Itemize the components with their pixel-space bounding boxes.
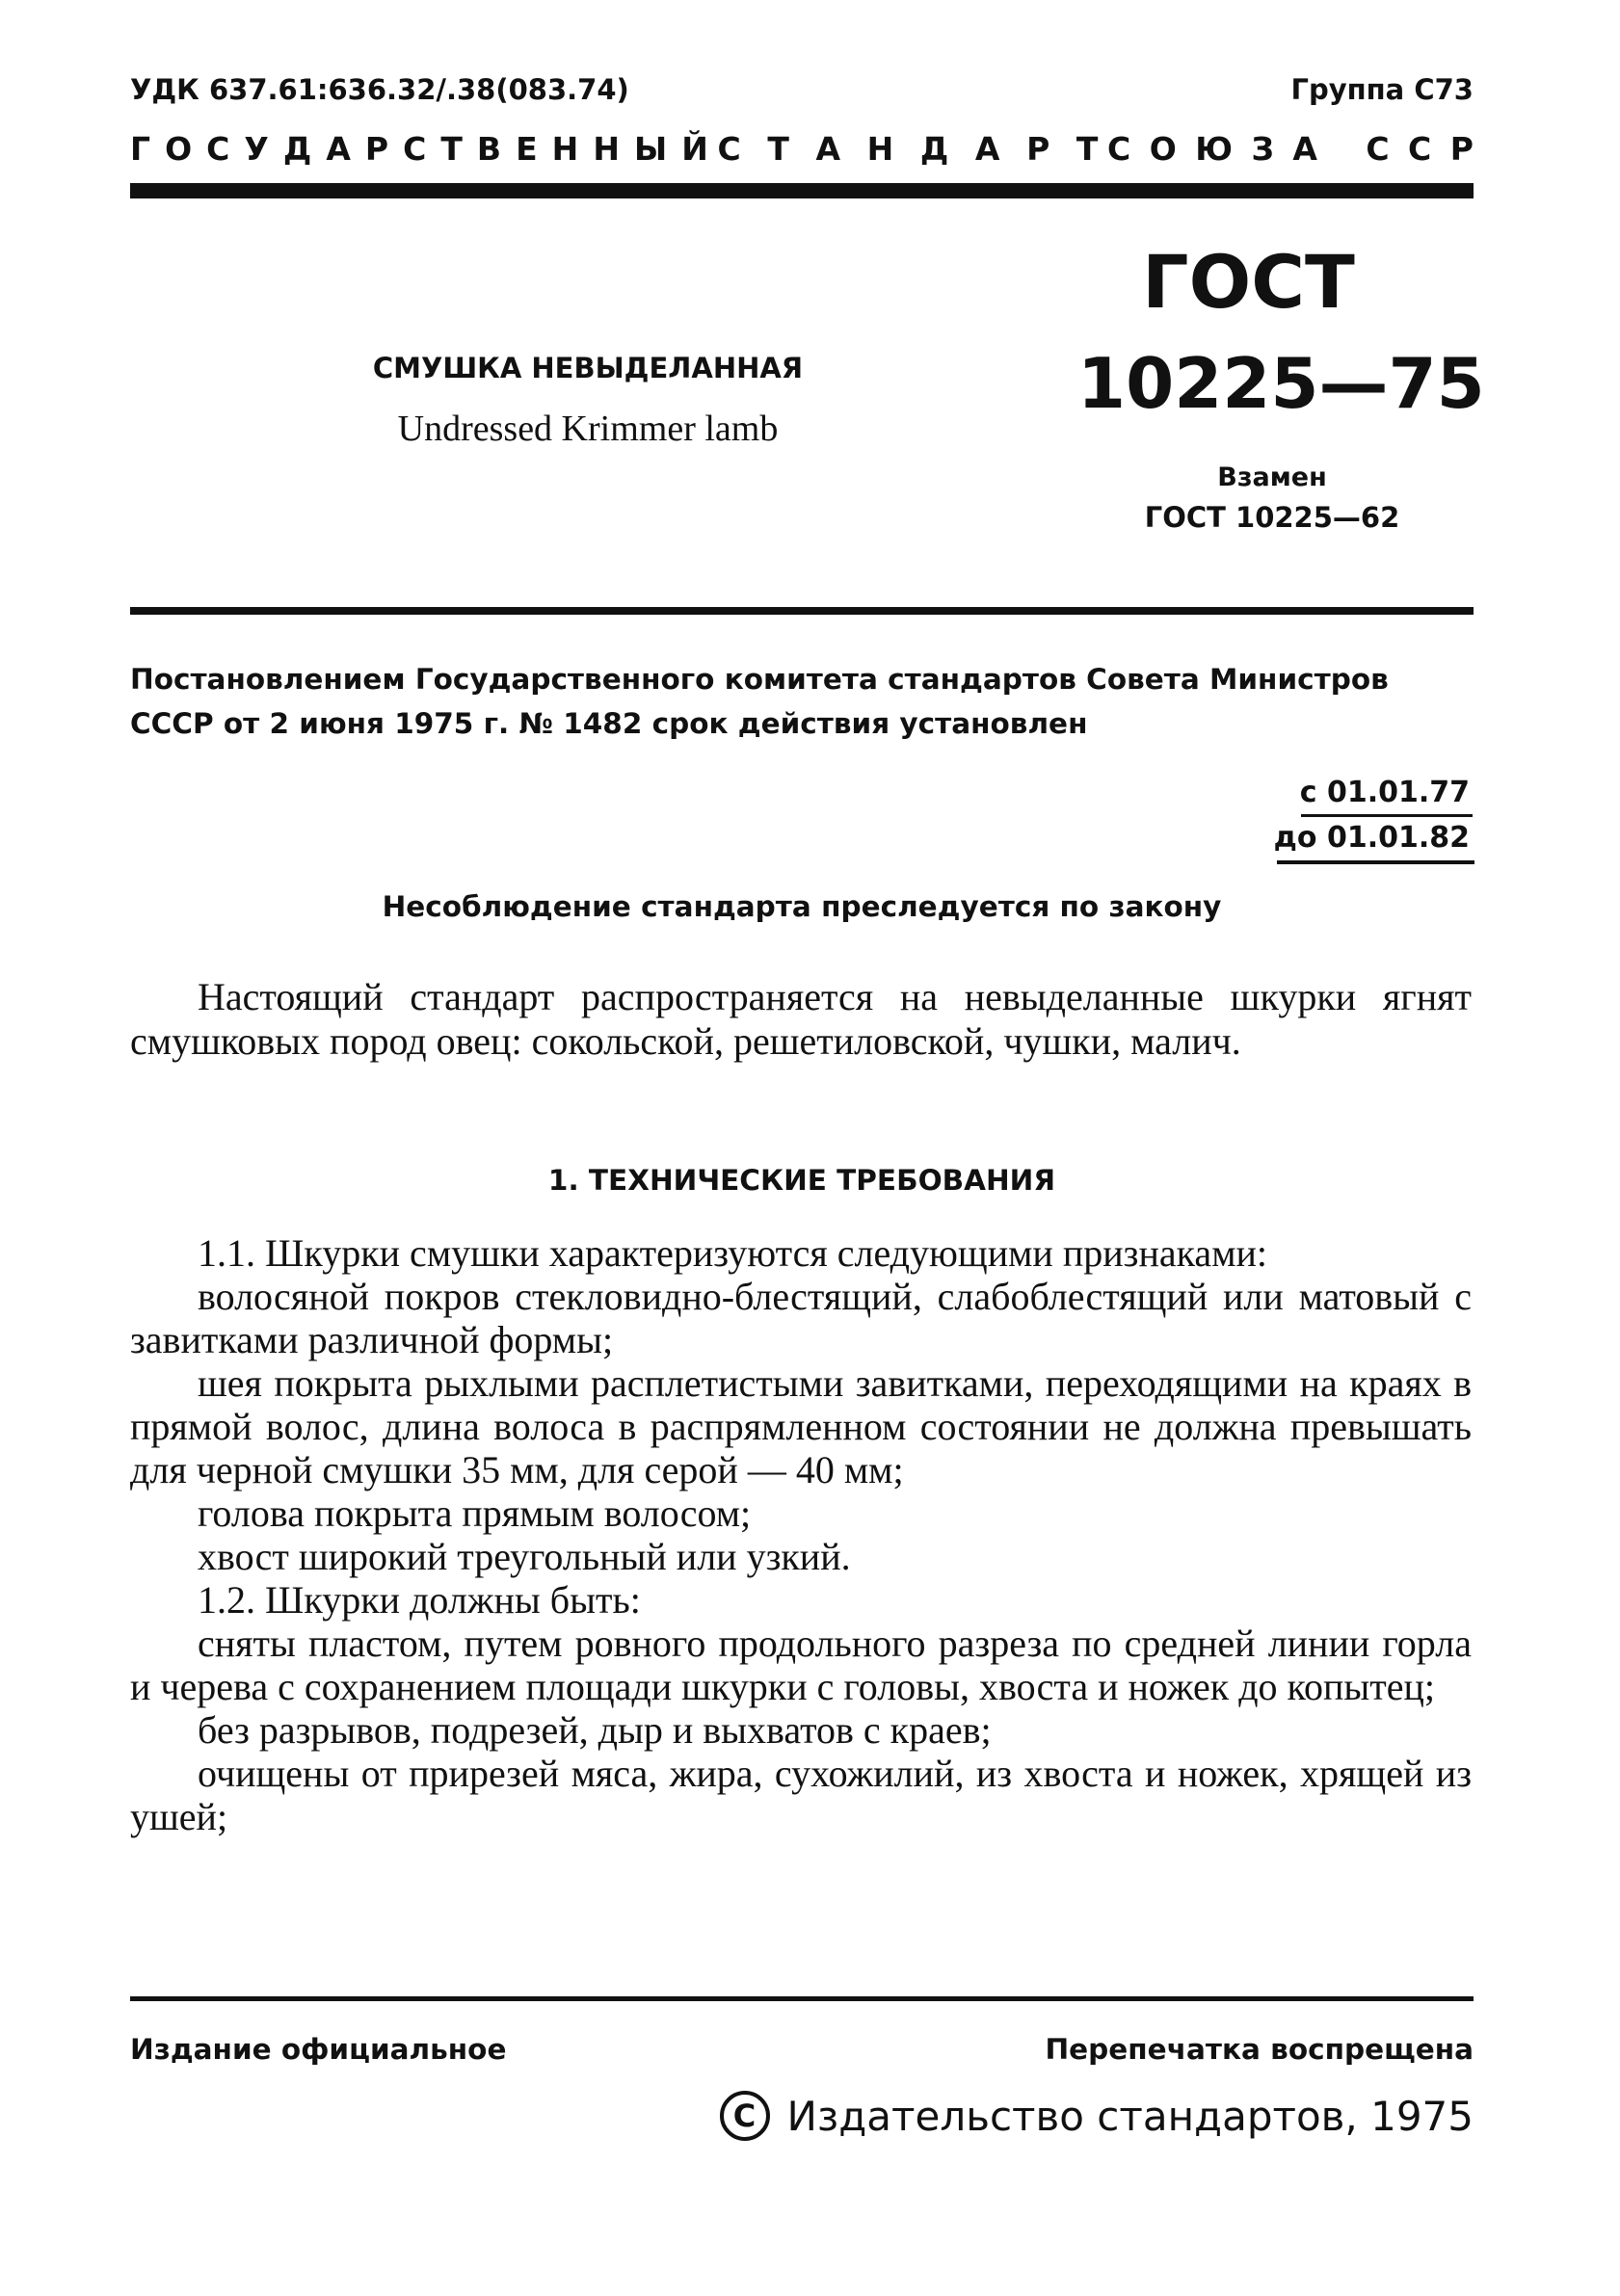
paragraph: волосяной покров стекловидно-блестящий, слабоблестящий или матовый с завитками различной формы; bbox=[130, 1275, 1472, 1361]
top-rule bbox=[130, 183, 1474, 198]
edition-label: Издание официальное bbox=[130, 2033, 507, 2066]
paragraph: шея покрыта рыхлыми расплетистыми завитками, переходящими на краях в прямой волос, длина волоса в распрямленном состоянии не должна превышать для черной смушки 35 мм, для серой — 40 мм; bbox=[130, 1361, 1472, 1491]
udk-code: УДК 637.61:636.32/.38(083.74) bbox=[130, 73, 629, 106]
state-standard-banner bbox=[130, 130, 1474, 168]
requirements-body bbox=[130, 1231, 1472, 1838]
paragraph: без разрывов, подрезей, дыр и выхватов с краев; bbox=[198, 1708, 992, 1752]
reprint-notice: Перепечатка воспрещена bbox=[1045, 2033, 1474, 2066]
standard-title-en: Undressed Krimmer lamb bbox=[397, 409, 779, 449]
validity-to-underline bbox=[1277, 860, 1474, 864]
scope-paragraph: Настоящий стандарт распространяется на невыделанные шкурки ягнят смушковых пород овец: сокольской, решетиловской, чушки, малич. bbox=[130, 975, 1472, 1063]
replaces-value: ГОСТ 10225—62 bbox=[1144, 501, 1400, 534]
gost-number: 10225—75 bbox=[1077, 343, 1485, 424]
banner-word-state: Г О С У Д А Р С Т В Е Н Н Ы Й bbox=[130, 130, 708, 168]
replaces-label: Взамен bbox=[1217, 462, 1327, 492]
legal-notice: Несоблюдение стандарта преследуется по закону bbox=[382, 890, 1222, 923]
copyright-icon: C bbox=[720, 2091, 770, 2141]
banner-word-standard: С Т А Н Д А Р Т bbox=[717, 130, 1099, 168]
section-heading: 1. ТЕХНИЧЕСКИЕ ТРЕБОВАНИЯ bbox=[547, 1164, 1056, 1197]
paragraph: хвост широкий треугольный или узкий. bbox=[198, 1535, 851, 1578]
middle-rule bbox=[130, 607, 1474, 615]
paragraph: очищены от прирезей мяса, жира, сухожилий, из хвоста и ножек, хрящей из ушей; bbox=[130, 1752, 1472, 1838]
gost-label: ГОСТ bbox=[1142, 239, 1355, 325]
validity-to: до 01.01.82 bbox=[1273, 821, 1470, 855]
group-code: Группа С73 bbox=[1290, 73, 1474, 106]
paragraph: сняты пластом, путем ровного продольного разреза по средней линии горла и черева с сохранением площади шкурки с головы, хвоста и ножек до копытец; bbox=[130, 1622, 1472, 1708]
paragraph: голова покрыта прямым волосом; bbox=[198, 1491, 752, 1535]
copyright-text: Издательство стандартов, 1975 bbox=[786, 2092, 1474, 2140]
paragraph: 1.2. Шкурки должны быть: bbox=[198, 1578, 641, 1622]
banner-word-union: С О Ю З А С С Р bbox=[1107, 130, 1474, 168]
decree-text: Постановлением Государственного комитета стандартов Совета Министров СССР от 2 июня 1975 г. № 1482 срок действия установлен bbox=[130, 663, 1389, 740]
standard-title-ru: СМУШКА НЕВЫДЕЛАННАЯ bbox=[372, 352, 804, 384]
copyright-line bbox=[720, 2091, 1474, 2141]
bottom-rule bbox=[130, 1996, 1474, 2001]
validity-from-underline bbox=[1301, 814, 1473, 817]
paragraph: 1.1. Шкурки смушки характеризуются следующими признаками: bbox=[198, 1231, 1268, 1275]
validity-from: с 01.01.77 bbox=[1299, 776, 1470, 809]
